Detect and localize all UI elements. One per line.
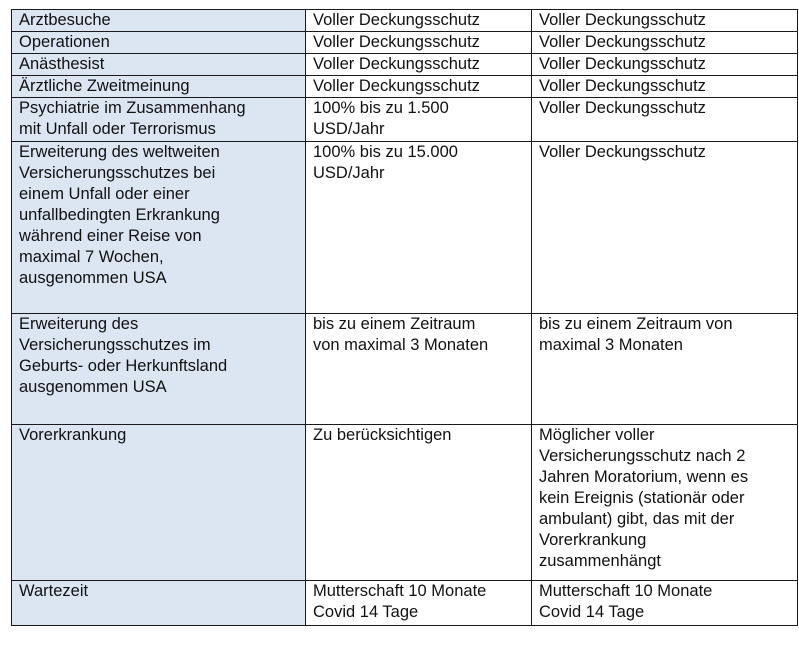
table-row [12,10,798,32]
table-cell: Voller Deckungsschutz [532,142,798,314]
table-cell: Mutterschaft 10 Monate Covid 14 Tage [306,581,532,626]
row-label: Ärztliche Zweitmeinung [12,76,306,98]
table-cell: Zu berücksichtigen [306,425,532,581]
table-cell: Voller Deckungsschutz [532,54,798,76]
table-row [12,581,798,626]
row-label: Vorerkrankung [12,425,306,581]
table-row [12,98,798,142]
table-row [12,32,798,54]
table-cell: Mutterschaft 10 Monate Covid 14 Tage [532,581,798,626]
table-row [12,314,798,425]
table-cell: Voller Deckungsschutz [306,10,532,32]
row-label: Psychiatrie im Zusammenhang mit Unfall oder Terrorismus [12,98,306,142]
row-label: Anästhesist [12,54,306,76]
table-row [12,76,798,98]
row-label: Arztbesuche [12,10,306,32]
table-row [12,142,798,314]
table-cell: bis zu einem Zeitraum von maximal 3 Monaten [532,314,798,425]
coverage-table [11,9,798,626]
table-cell: Voller Deckungsschutz [532,32,798,54]
row-label: Operationen [12,32,306,54]
row-label: Erweiterung des weltweiten Versicherungsschutzes bei einem Unfall oder einer unfallbedingten Erkrankung während einer Reise von maximal 7 Wochen, ausgenommen USA [12,142,306,314]
table-cell: Voller Deckungsschutz [532,76,798,98]
row-label: Wartezeit [12,581,306,626]
table-cell: Voller Deckungsschutz [306,76,532,98]
table-cell: Möglicher voller Versicherungsschutz nach 2 Jahren Moratorium, wenn es kein Ereignis (stationär oder ambulant) gibt, das mit der Vorerkrankung zusammenhängt [532,425,798,581]
table-cell: Voller Deckungsschutz [306,32,532,54]
row-label: Erweiterung des Versicherungsschutzes im Geburts- oder Herkunftsland ausgenommen USA [12,314,306,425]
table-cell: 100% bis zu 15.000 USD/Jahr [306,142,532,314]
table-row [12,425,798,581]
table-cell: Voller Deckungsschutz [532,98,798,142]
table-row [12,54,798,76]
table-cell: Voller Deckungsschutz [306,54,532,76]
table-cell: bis zu einem Zeitraum von maximal 3 Monaten [306,314,532,425]
table-cell: Voller Deckungsschutz [532,10,798,32]
table-cell: 100% bis zu 1.500 USD/Jahr [306,98,532,142]
